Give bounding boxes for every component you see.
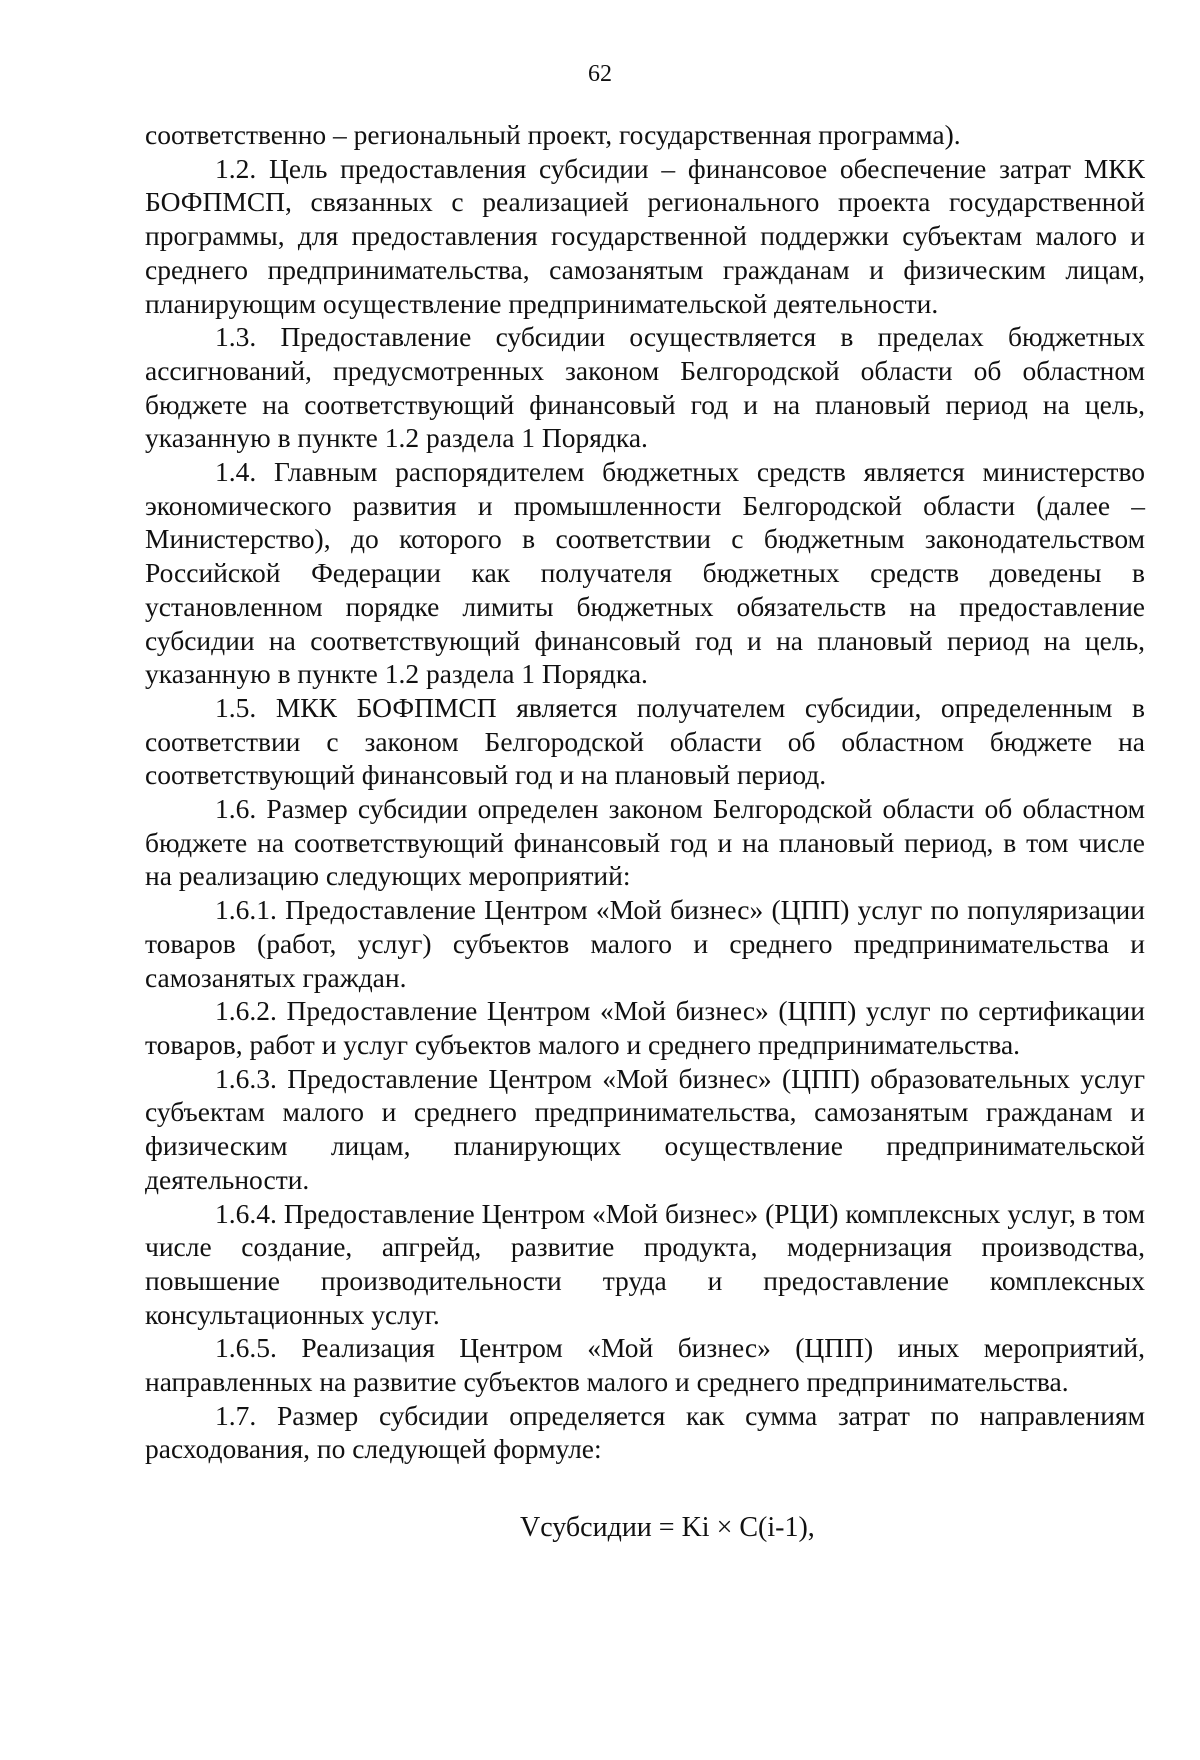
paragraph-1-6-3: 1.6.3. Предоставление Центром «Мой бизнес» (ЦПП) образовательных услуг субъектам малого и среднего предпринимательства, самозанятым гражданам и физическим лицам, планирующих осуществление предпринимательской деятельности. xyxy=(145,1062,1145,1195)
document-body xyxy=(145,118,1145,1545)
subsidy-formula: Vсубсидии = Ki × C(i-1), xyxy=(520,1512,815,1544)
paragraph-1-7: 1.7. Размер субсидии определяется как сумма затрат по направлениям расходования, по следующей формуле: xyxy=(145,1399,1145,1465)
paragraph-1-4: 1.4. Главным распорядителем бюджетных средств является министерство экономического развития и промышленности Белгородской области (далее – Министерство), до которого в соответствии с бюджетным законодательством Российской Федерации как получателя бюджетных средств доведены в установленном порядке лимиты бюджетных обязательств на предоставление субсидии на соответствующий финансовый год и на плановый период на цель, указанную в пункте 1.2 раздела 1 Порядка. xyxy=(145,456,1145,690)
page-number: 62 xyxy=(588,61,612,87)
paragraph-1-3: 1.3. Предоставление субсидии осуществляется в пределах бюджетных ассигнований, предусмотренных законом Белгородской области об областном бюджете на соответствующий финансовый год и на плановый период на цель, указанную в пункте 1.2 раздела 1 Порядка. xyxy=(145,321,1145,454)
paragraph-1-6: 1.6. Размер субсидии определен законом Белгородской области об областном бюджете на соответствующий финансовый год и на плановый период, в том числе на реализацию следующих мероприятий: xyxy=(145,793,1145,892)
paragraph-continuation: соответственно – региональный проект, государственная программа). xyxy=(145,119,961,150)
paragraph-1-2: 1.2. Цель предоставления субсидии – финансовое обеспечение затрат МКК БОФПМСП, связанных с реализацией регионального проекта государственной программы, для предоставления государственной поддержки субъектам малого и среднего предпринимательства, самозанятым гражданам и физическим лицам, планирующим осуществление предпринимательской деятельности. xyxy=(145,152,1145,319)
paragraph-1-5: 1.5. МКК БОФПМСП является получателем субсидии, определенным в соответствии с законом Белгородской области об областном бюджете на соответствующий финансовый год и на плановый период. xyxy=(145,691,1145,791)
paragraph-1-6-2: 1.6.2. Предоставление Центром «Мой бизнес» (ЦПП) услуг по сертификации товаров, работ и услуг субъектов малого и среднего предпринимательства. xyxy=(145,995,1145,1060)
paragraph-1-6-5: 1.6.5. Реализация Центром «Мой бизнес» (ЦПП) иных мероприятий, направленных на развитие субъектов малого и среднего предпринимательства. xyxy=(145,1332,1145,1398)
paragraph-1-6-1: 1.6.1. Предоставление Центром «Мой бизнес» (ЦПП) услуг по популяризации товаров (работ, услуг) субъектов малого и среднего предпринимательства и самозанятых граждан. xyxy=(145,894,1145,993)
paragraph-1-6-4: 1.6.4. Предоставление Центром «Мой бизнес» (РЦИ) комплексных услуг, в том числе создание, апгрейд, развитие продукта, модернизация производства, повышение производительности труда и предоставление комплексных консультационных услуг. xyxy=(145,1197,1145,1330)
